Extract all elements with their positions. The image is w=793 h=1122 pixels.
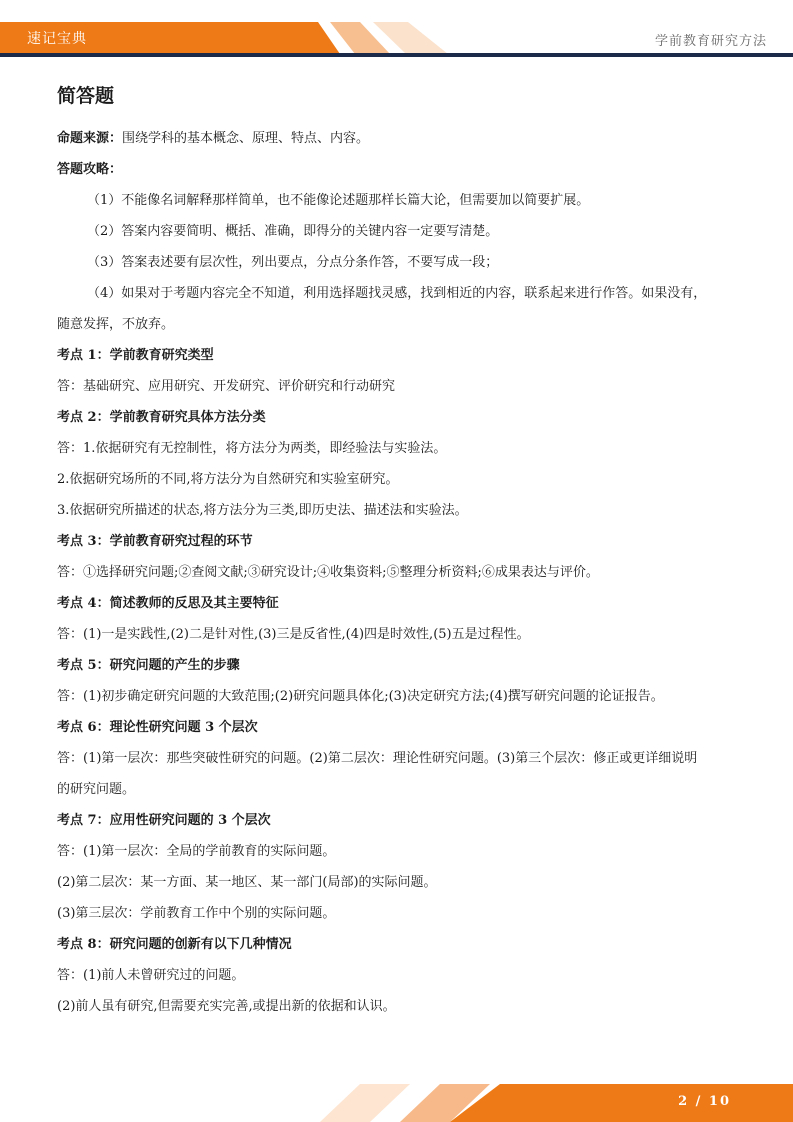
point-answer-line: 答：(1)一是实践性,(2)二是针对性,(3)三是反省性,(4)四是时效性,(5)五是过程性。 [57, 627, 530, 642]
tip-4: （4）如果对于考题内容完全不知道，利用选择题找灵感，找到相近的内容，联系起来进行作答。如果没有， [87, 286, 707, 301]
point-answer-line: 答：基础研究、应用研究、开发研究、评价研究和行动研究 [57, 379, 396, 394]
point-answer-line: 的研究问题。 [57, 782, 136, 797]
point-answer-line: 答：(1)第一层次：全局的学前教育的实际问题。 [57, 844, 336, 859]
page-header [0, 0, 793, 58]
point-heading: 考点 4：简述教师的反思及其主要特征 [57, 596, 279, 611]
header-doc-title: 学前教育研究方法 [654, 34, 767, 49]
point-answer-line: (2)前人虽有研究,但需要充实完善,或提出新的依据和认识。 [57, 999, 396, 1014]
point-heading: 考点 3：学前教育研究过程的环节 [57, 534, 253, 549]
point-heading: 考点 8：研究问题的创新有以下几种情况 [57, 937, 292, 952]
point-answer-line: (2)第二层次：某一方面、某一地区、某一部门(局部)的实际问题。 [57, 875, 437, 890]
tip-1: （1）不能像名词解释那样简单，也不能像论述题那样长篇大论，但需要加以简要扩展。 [87, 193, 590, 208]
tip-2: （2）答案内容要简明、概括、准确，即得分的关键内容一定要写清楚。 [87, 224, 499, 239]
point-answer-line: 3.依据研究所描述的状态,将方法分为三类,即历史法、描述法和实验法。 [57, 503, 468, 518]
footer-orange-band [450, 1084, 793, 1122]
tip-3: （3）答案表述要有层次性，列出要点，分点分条作答，不要写成一段； [87, 255, 499, 270]
key-points-list [57, 340, 747, 1022]
point-heading: 考点 1：学前教育研究类型 [57, 348, 214, 363]
point-answer-line: 答：1.依据研究有无控制性，将方法分为两类，即经验法与实验法。 [57, 441, 447, 456]
point-heading: 考点 7：应用性研究问题的 3 个层次 [57, 813, 271, 828]
point-answer-line: 答：(1)第一层次：那些突破性研究的问题。(2)第二层次：理论性研究问题。(3)第三个层次：修正或更详细说明 [57, 751, 698, 766]
source-label: 命题来源： [57, 131, 123, 146]
point-answer-line: 答：(1)初步确定研究问题的大致范围;(2)研究问题具体化;(3)决定研究方法;(4)撰写研究问题的论证报告。 [57, 689, 664, 704]
page-number: 2 / 10 [678, 1094, 731, 1109]
point-answer-line: (3)第三层次：学前教育工作中个别的实际问题。 [57, 906, 336, 921]
page-footer [0, 1082, 793, 1122]
source-line [57, 123, 747, 154]
point-heading: 考点 6：理论性研究问题 3 个层次 [57, 720, 258, 735]
point-answer-line: 2.依据研究场所的不同,将方法分为自然研究和实验室研究。 [57, 472, 399, 487]
page-content [57, 82, 747, 1022]
header-brand: 速记宝典 [27, 31, 87, 47]
source-text: 围绕学科的基本概念、原理、特点、内容。 [122, 131, 370, 146]
point-answer-line: 答：①选择研究问题;②查阅文献;③研究设计;④收集资料;⑤整理分析资料;⑥成果表达与评价。 [57, 565, 599, 580]
point-heading: 考点 5：研究问题的产生的步骤 [57, 658, 240, 673]
section-title: 简答题 [57, 85, 115, 107]
header-divider [0, 53, 793, 57]
tip-4-continued: 随意发挥，不放弃。 [57, 317, 175, 332]
point-heading: 考点 2：学前教育研究具体方法分类 [57, 410, 266, 425]
strategy-label: 答题攻略： [57, 162, 123, 177]
point-answer-line: 答：(1)前人未曾研究过的问题。 [57, 968, 245, 983]
